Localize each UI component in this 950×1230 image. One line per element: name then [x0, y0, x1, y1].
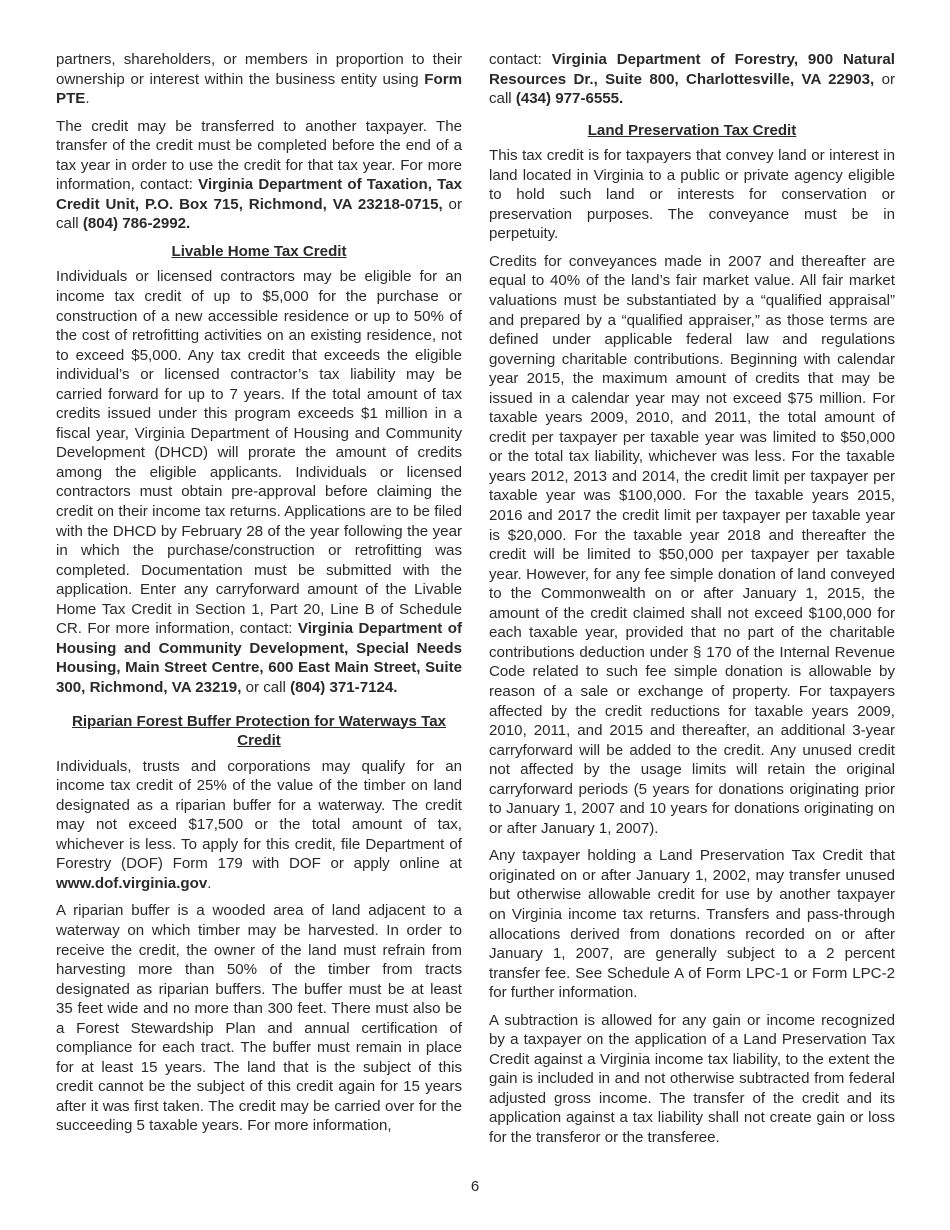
land-preservation-paragraph-1: This tax credit is for taxpayers that convey land or interest in land located in Virginia to a public or private agency eligible to hold such land or interests for conservation or preservation purposes. The conveyance must be in perpetuity.	[489, 147, 895, 243]
dhcd-contact-address: Virginia Department of Housing and Community Development, Special Needs Housing, Main Street Centre, 600 East Main Street, Suite 300, Richmond, VA 23219,	[56, 620, 462, 696]
dof-website-link[interactable]: www.dof.virginia.gov	[56, 874, 208, 892]
land-preservation-paragraph-4: A subtraction is allowed for any gain or income recognized by a taxpayer on the application of a Land Preservation Tax Credit against a Virginia income tax liability, to the extent the gain is included in and not otherwise subtracted from federal adjusted gross income. The transfer of the credit and its application against a tax liability shall not create gain or loss for the transferor or the transferee.	[489, 1011, 895, 1146]
taxation-contact-phone: (804) 786-2992.	[82, 215, 191, 233]
riparian-paragraph-1: Individuals, trusts and corporations may qualify for an income tax credit of 25% of the value of the timber on land designated as a riparian buffer for a waterway. The credit may not exceed $17,500 or the total amount of tax, whichever is less. To apply for this credit, file Department of Forestry (DOF) Form 179 with DOF or apply online at www.dof.virginia.gov.	[56, 757, 462, 892]
transfer-paragraph: The credit may be transferred to another taxpayer. The transfer of the credit must be completed before the end of a tax year in order to use the credit for that tax year. For more information, contact: Virginia Department of Taxation, Tax Credit Unit, P.O. Box 715, Richmond, VA 23218-0715, or call (804) 786-2992.	[56, 117, 463, 233]
livable-home-heading: Livable Home Tax Credit	[171, 242, 347, 260]
forestry-contact-address: Virginia Department of Forestry, 900 Natural Resources Dr., Suite 800, Charlottesville, VA 22903,	[489, 51, 895, 88]
forestry-contact-phone: (434) 977-6555.	[515, 90, 624, 108]
riparian-heading: Riparian Forest Buffer Protection for Waterways Tax Credit	[71, 712, 447, 750]
land-preservation-paragraph-2: Credits for conveyances made in 2007 and thereafter are equal to 40% of the land’s fair market value. All fair market valuations must be substantiated by a “qualified appraisal” and prepared by a “qualified appraiser,” as those terms are defined under applicable federal law and regulations governing charitable contributions. Beginning with calendar year 2015, the maximum amount of credits that may be issued in a calendar year may not exceed $75 million. For taxable years 2009, 2010, and 2011, the total amount of credit per taxpayer per taxable year was limited to $50,000 or the total tax liability, whichever was less. For the taxable years 2012, 2013 and 2014, the credit limit per taxpayer per taxable year was $100,000. For the taxable years 2015, 2016 and 2017 the credit limit per taxpayer per taxable year is $20,000. For the taxable year 2018 and thereafter the credit will be limited to $50,000 per taxpayer per taxable year. However, for any fee simple donation of land conveyed to the Commonwealth on or after January 1, 2015, the amount of the credit claimed shall not exceed $100,000 for each taxable year, provided that no part of the charitable contributions deduction under § 170 of the Internal Revenue Code related to such fee simple donation is allowable by reason of a sale or exchange of property. For taxpayers affected by the credit reductions for taxable years 2009, 2010, 2011, and 2015 and thereafter, an additional 3-year carryforward will be added to the credit. Any unused credit not affected by the usage limits will retain the original carryforward periods (5 years for donations originating prior to January 1, 2007 and 10 years for donations originating on or after January 1, 2007).	[489, 252, 895, 837]
right-column	[489, 50, 895, 1156]
dhcd-contact-phone: (804) 371-7124.	[290, 678, 398, 696]
forestry-contact-paragraph: contact: Virginia Department of Forestry, 900 Natural Resources Dr., Suite 800, Charlottesville, VA 22903, or call (434) 977-6555.	[489, 51, 895, 108]
land-preservation-paragraph-3: Any taxpayer holding a Land Preservation Tax Credit that originated on or after January 1, 2002, may transfer unused but otherwise allowable credit for use by another taxpayer on Virginia income tax returns. Transfers and pass-through allocations derived from donations recorded on or after January 1, 2007, are generally subject to a 2 percent transfer fee. See Schedule A of Form LPC-1 or Form LPC-2 for further information.	[489, 847, 895, 1002]
left-column	[56, 50, 462, 1144]
pte-paragraph: partners, shareholders, or members in proportion to their ownership or interest within the business entity using Form PTE.	[56, 51, 462, 108]
livable-home-paragraph: Individuals or licensed contractors may be eligible for an income tax credit of up to $5,000 for the purchase or construction of a new accessible residence or up to 50% of the cost of retrofitting activities on an existing residence, not to exceed $5,000. Any tax credit that exceeds the eligible individual’s or licensed contractor’s tax liability may be carried forward for up to 7 years. If the total amount of tax credits issued under this program exceeds $1 million in a fiscal year, Virginia Department of Housing and Community Development (DHCD) will prorate the amount of credits among the eligible applicants. Individuals or licensed contractors must obtain pre-approval before claiming the credit on their income tax returns. Applications are to be filed with the DHCD by February 28 of the year following the year in which the purchase/construction or retrofitting was completed. Documentation must be submitted with the application. Enter any carryforward amount of the Livable Home Tax Credit in Section 1, Part 20, Line B of Schedule CR. For more information, contact: Virginia Department of Housing and Community Development, Special Needs Housing, Main Street Centre, 600 East Main Street, Suite 300, Richmond, VA 23219, or call (804) 371-7124.	[56, 268, 462, 696]
form-pte-reference: Form PTE	[56, 70, 462, 108]
riparian-paragraph-2: A riparian buffer is a wooded area of land adjacent to a waterway on which timber may be harvested. In order to receive the credit, the owner of the land must refrain from harvesting more than 50% of the timber from tracts designated as riparian buffers. The buffer must be at least 35 feet wide and no more than 300 feet. There must also be a Forest Stewardship Plan and annual certification of compliance for each tract. The buffer must remain in place for at least 15 years. The land that is the subject of this credit cannot be the subject of this credit again for 15 years after it was first taken. The credit may be carried over for the succeeding 5 taxable years. For more information,	[56, 902, 462, 1135]
taxation-contact-address: Virginia Department of Taxation, Tax Credit Unit, P.O. Box 715, Richmond, VA 23218-0715,	[56, 176, 463, 213]
page-number: 6	[470, 1178, 480, 1195]
land-preservation-heading: Land Preservation Tax Credit	[587, 121, 797, 139]
